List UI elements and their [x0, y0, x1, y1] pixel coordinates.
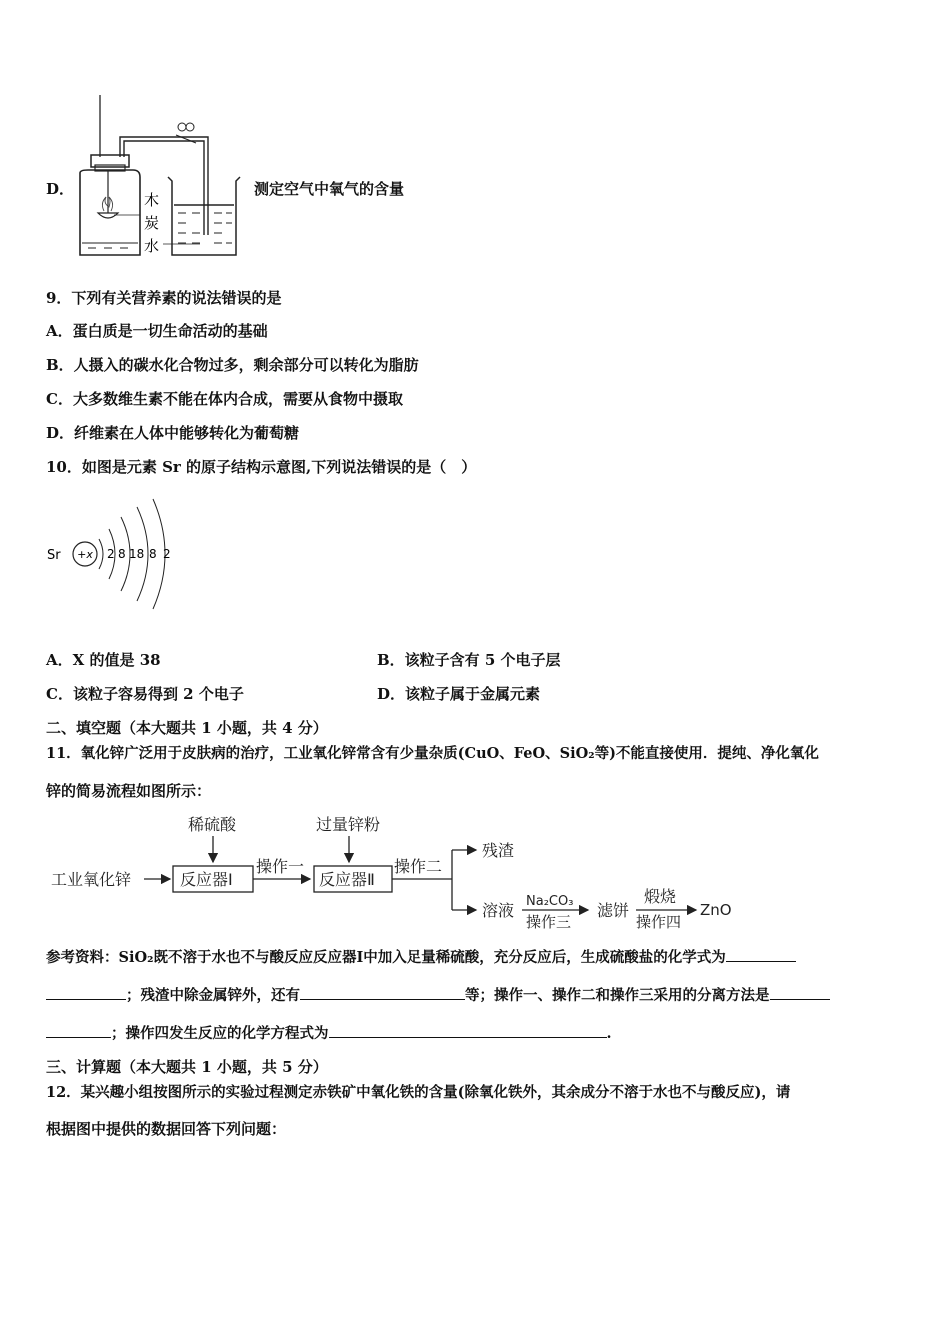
- sr-atom-structure-diagram: [45, 495, 195, 615]
- flow-reagent-1: 稀硫酸: [188, 815, 237, 834]
- shell-1-count: 2: [107, 547, 115, 561]
- answer-blank-1b[interactable]: [46, 985, 126, 1000]
- q11-ref-line3: [46, 1022, 612, 1043]
- q10-option-d: D．该粒子属于金属元素: [377, 685, 541, 703]
- shell-2-count: 8: [118, 547, 126, 561]
- flow-op-3: 操作三: [526, 913, 572, 931]
- q11-ref-line2: [46, 984, 830, 1005]
- q9-option-c: C．大多数维生素不能在体内合成，需要从食物中摄取: [46, 390, 403, 408]
- flow-start: 工业氧化锌: [51, 870, 132, 889]
- flow-na2co3: Na₂CO₃: [526, 894, 574, 909]
- flow-reactor-2: 反应器Ⅱ: [319, 870, 375, 889]
- q12-stem-line1: 12．某兴趣小组按图所示的实验过程测定赤铁矿中氧化铁的含量(除氧化铁外，其余成分不溶于水也不与酸反应)，请: [46, 1084, 791, 1101]
- q8-option-d-caption: 测定空气中氧气的含量: [254, 180, 405, 198]
- nucleus-charge: +x: [77, 548, 93, 561]
- answer-blank-4[interactable]: [329, 1023, 607, 1038]
- q11-ref-text-3b: .: [606, 1025, 612, 1042]
- flow-filter-cake: 滤饼: [597, 901, 630, 920]
- flow-solution: 溶液: [482, 901, 515, 920]
- q9-stem: 9．下列有关营养素的说法错误的是: [46, 289, 282, 307]
- zinc-oxide-purification-flowchart: [48, 808, 748, 933]
- shell-5-count: 2: [163, 547, 171, 561]
- atom-symbol: Sr: [47, 548, 61, 563]
- label-charcoal-1: 木: [144, 191, 160, 209]
- q11-ref-text-2a: ；残渣中除金属锌外，还有: [126, 987, 300, 1004]
- q9-option-b: B．人摄入的碳水化合物过多，剩余部分可以转化为脂肪: [46, 356, 419, 374]
- label-water: 水: [144, 237, 160, 255]
- flow-op-4: 操作四: [636, 913, 682, 931]
- q11-ref-text-1: 参考资料：SiO₂既不溶于水也不与酸反应反应器Ⅰ中加入足量稀硫酸，充分反应后，生成硫酸盐的化学式为: [46, 949, 726, 966]
- flow-op-2: 操作二: [394, 857, 443, 876]
- q11-ref-line1: [46, 946, 796, 967]
- flow-op-1: 操作一: [256, 857, 305, 876]
- q11-stem-line1: 11．氧化锌广泛用于皮肤病的治疗，工业氧化锌常含有少量杂质(CuO、FeO、SiO₂等)不能直接使用．提纯、净化氧化: [46, 745, 819, 762]
- q10-option-a: A．X 的值是 38: [46, 651, 161, 669]
- q8-option-d-label: D．: [46, 180, 75, 198]
- q9-option-a: A．蛋白质是一切生命活动的基础: [46, 322, 268, 340]
- flow-residue: 残渣: [482, 841, 515, 860]
- q11-stem-line2: 锌的简易流程如图所示：: [46, 782, 212, 800]
- flow-reagent-2: 过量锌粉: [316, 815, 381, 834]
- q10-option-c: C．该粒子容易得到 2 个电子: [46, 685, 244, 703]
- section-3-heading: 三、计算题（本大题共 1 小题，共 5 分）: [46, 1058, 328, 1076]
- flow-reactor-1: 反应器Ⅰ: [180, 870, 233, 889]
- flow-calcine: 煅烧: [644, 887, 677, 906]
- flow-product: ZnO: [700, 901, 732, 919]
- q11-ref-text-3a: ；操作四发生反应的化学方程式为: [111, 1025, 329, 1042]
- q10-stem: 10．如图是元素 Sr 的原子结构示意图,下列说法错误的是（ ）: [46, 458, 477, 476]
- label-charcoal-2: 炭: [144, 214, 160, 232]
- q10-option-b: B．该粒子含有 5 个电子层: [377, 651, 561, 669]
- answer-blank-2[interactable]: [300, 985, 465, 1000]
- oxygen-measurement-apparatus: [68, 95, 268, 265]
- section-2-heading: 二、填空题（本大题共 1 小题，共 4 分）: [46, 719, 328, 737]
- q9-option-d: D．纤维素在人体中能够转化为葡萄糖: [46, 424, 300, 442]
- q12-stem-line2: 根据图中提供的数据回答下列问题：: [46, 1120, 287, 1138]
- answer-blank-3b[interactable]: [46, 1023, 111, 1038]
- shell-4-count: 8: [149, 547, 157, 561]
- answer-blank-1a[interactable]: [726, 947, 796, 962]
- q11-ref-text-2b: 等；操作一、操作二和操作三采用的分离方法是: [465, 987, 770, 1004]
- shell-3-count: 18: [129, 547, 145, 561]
- answer-blank-3a[interactable]: [770, 985, 830, 1000]
